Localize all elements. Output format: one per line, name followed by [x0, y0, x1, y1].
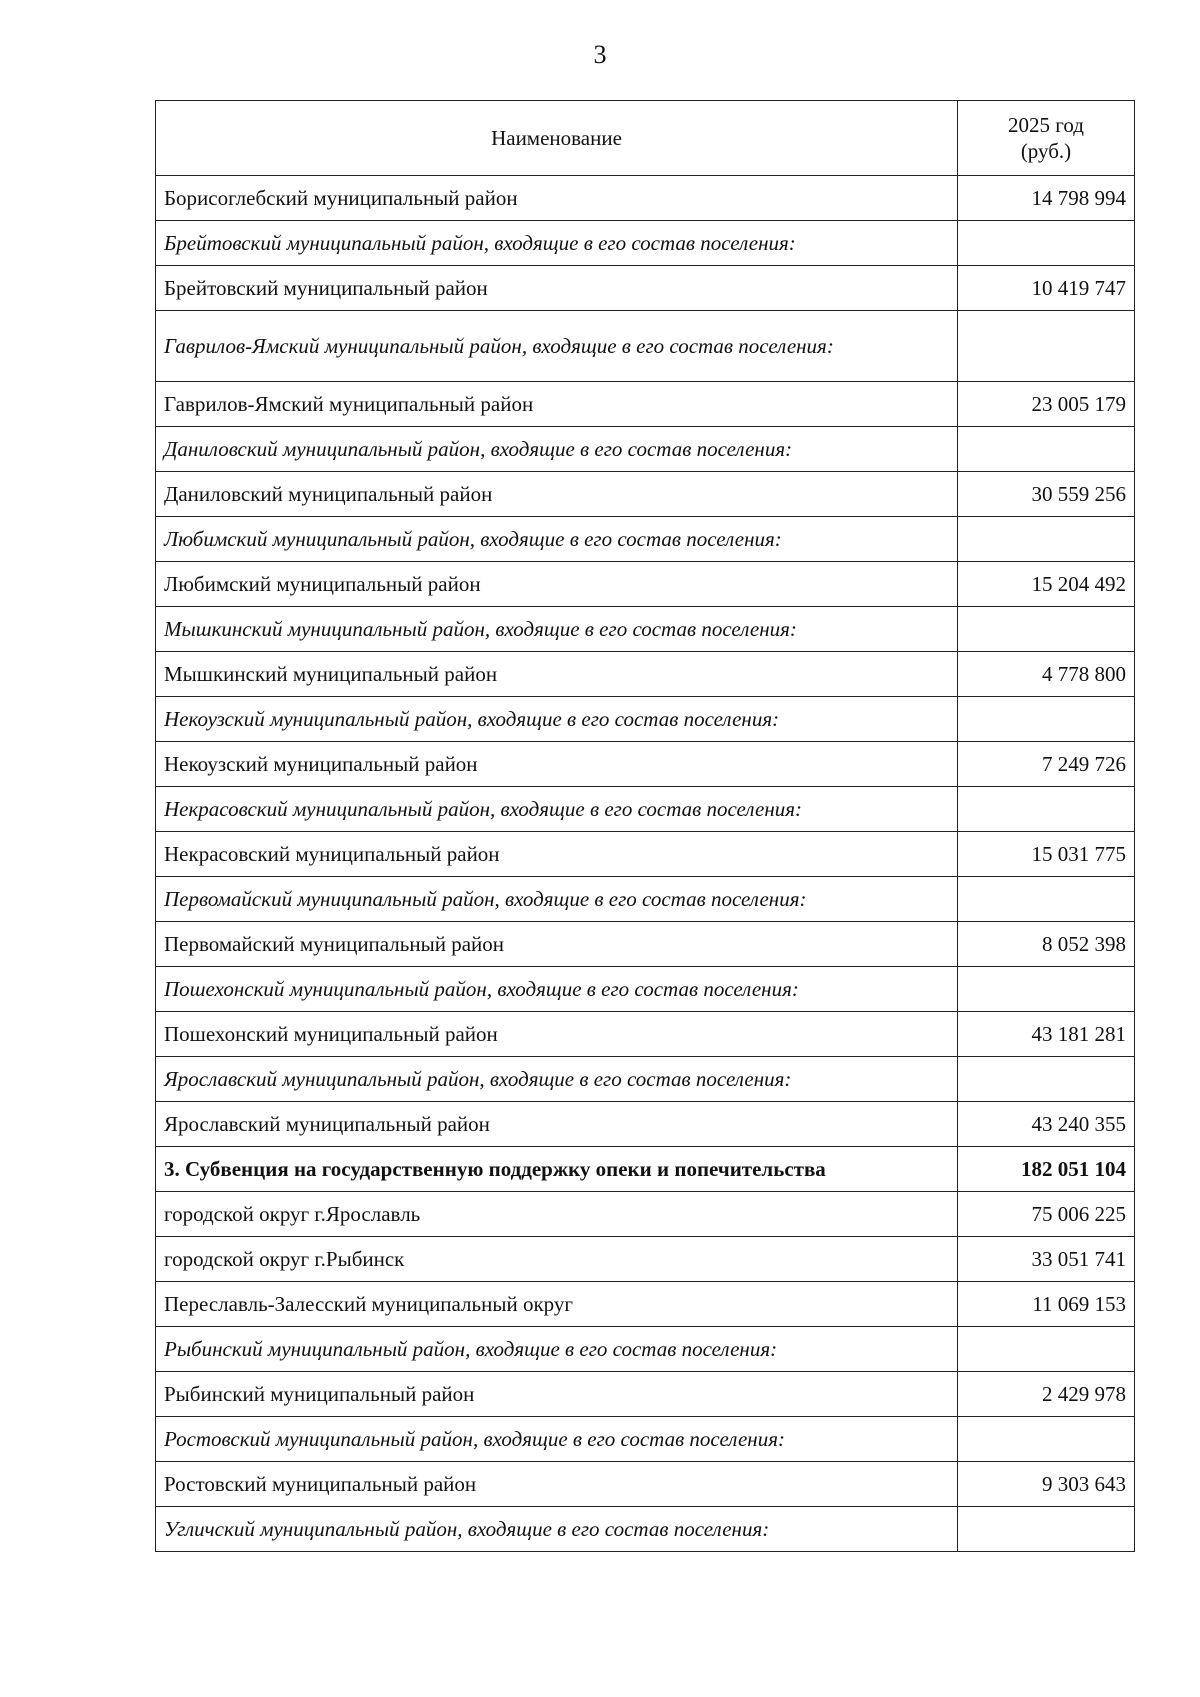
table-row: [156, 652, 1135, 697]
row-name: Ростовский муниципальный район, входящие в его состав поселения:: [156, 1417, 958, 1462]
row-name: Любимский муниципальный район: [156, 562, 958, 607]
row-amount: 30 559 256: [958, 472, 1135, 517]
row-name: Некрасовский муниципальный район: [156, 832, 958, 877]
row-name: Угличский муниципальный район, входящие в его состав поселения:: [156, 1507, 958, 1552]
table-row-group: [156, 877, 1135, 922]
column-header-amount-year: 2025 год: [1008, 113, 1084, 137]
table-row-group: [156, 221, 1135, 266]
row-amount: 7 249 726: [958, 742, 1135, 787]
row-name: Пошехонский муниципальный район: [156, 1012, 958, 1057]
row-name: Некрасовский муниципальный район, входящие в его состав поселения:: [156, 787, 958, 832]
column-header-name: Наименование: [156, 101, 958, 176]
table-row-total: [156, 1147, 1135, 1192]
row-amount: [958, 1327, 1135, 1372]
row-name: Гаврилов-Ямский муниципальный район: [156, 382, 958, 427]
row-name: Брейтовский муниципальный район: [156, 266, 958, 311]
table-row: [156, 382, 1135, 427]
table-row-group: [156, 607, 1135, 652]
table-row: [156, 1012, 1135, 1057]
row-amount: 9 303 643: [958, 1462, 1135, 1507]
row-name: Переславль-Залесский муниципальный округ: [156, 1282, 958, 1327]
table-row: [156, 922, 1135, 967]
row-name: городской округ г.Рыбинск: [156, 1237, 958, 1282]
row-amount: [958, 427, 1135, 472]
row-name: Даниловский муниципальный район, входящие в его состав поселения:: [156, 427, 958, 472]
table-row: [156, 176, 1135, 221]
table-row-group: [156, 787, 1135, 832]
row-amount: [958, 877, 1135, 922]
table-row-group: [156, 1327, 1135, 1372]
row-amount: 2 429 978: [958, 1372, 1135, 1417]
table-row: [156, 742, 1135, 787]
table-row: [156, 266, 1135, 311]
table-body: [156, 176, 1135, 1552]
page-number: 3: [593, 40, 607, 69]
row-name: Даниловский муниципальный район: [156, 472, 958, 517]
column-header-amount-unit: (руб.): [1020, 139, 1072, 163]
row-name: Брейтовский муниципальный район, входящие в его состав поселения:: [156, 221, 958, 266]
row-name: 3. Субвенция на государственную поддержку опеки и попечительства: [156, 1147, 958, 1192]
row-name: Гаврилов-Ямский муниципальный район, входящие в его состав поселения:: [156, 311, 958, 382]
table-row: [156, 1102, 1135, 1147]
row-name: Рыбинский муниципальный район: [156, 1372, 958, 1417]
row-name: Некоузский муниципальный район, входящие в его состав поселения:: [156, 697, 958, 742]
row-name: Мышкинский муниципальный район: [156, 652, 958, 697]
row-amount: 8 052 398: [958, 922, 1135, 967]
row-amount: [958, 967, 1135, 1012]
row-amount: 10 419 747: [958, 266, 1135, 311]
budget-table: [155, 100, 1135, 1552]
row-name: Первомайский муниципальный район: [156, 922, 958, 967]
table-row: [156, 1462, 1135, 1507]
row-amount: 182 051 104: [958, 1147, 1135, 1192]
row-amount: 14 798 994: [958, 176, 1135, 221]
row-amount: [958, 787, 1135, 832]
table-row-group: [156, 967, 1135, 1012]
row-name: Рыбинский муниципальный район, входящие в его состав поселения:: [156, 1327, 958, 1372]
table-row: [156, 1372, 1135, 1417]
row-amount: [958, 221, 1135, 266]
row-name: городской округ г.Ярославль: [156, 1192, 958, 1237]
row-amount: [958, 517, 1135, 562]
row-amount: [958, 1507, 1135, 1552]
table-row: [156, 472, 1135, 517]
table-header-row: [156, 101, 1135, 176]
table-row-group: [156, 697, 1135, 742]
row-amount: 43 240 355: [958, 1102, 1135, 1147]
row-amount: 43 181 281: [958, 1012, 1135, 1057]
row-name: Некоузский муниципальный район: [156, 742, 958, 787]
table-row-group: [156, 517, 1135, 562]
row-name: Ростовский муниципальный район: [156, 1462, 958, 1507]
row-name: Ярославский муниципальный район: [156, 1102, 958, 1147]
row-amount: [958, 607, 1135, 652]
table-row-group: [156, 1507, 1135, 1552]
row-amount: 15 031 775: [958, 832, 1135, 877]
table-row: [156, 832, 1135, 877]
column-header-amount: [958, 101, 1135, 176]
row-amount: [958, 311, 1135, 382]
row-amount: 33 051 741: [958, 1237, 1135, 1282]
row-amount: [958, 1057, 1135, 1102]
row-name: Пошехонский муниципальный район, входящие в его состав поселения:: [156, 967, 958, 1012]
table-row-group: [156, 427, 1135, 472]
row-amount: [958, 697, 1135, 742]
row-name: Ярославский муниципальный район, входящие в его состав поселения:: [156, 1057, 958, 1102]
table-row: [156, 1237, 1135, 1282]
table-row: [156, 1282, 1135, 1327]
row-name: Первомайский муниципальный район, входящие в его состав поселения:: [156, 877, 958, 922]
table-row: [156, 1192, 1135, 1237]
row-amount: 4 778 800: [958, 652, 1135, 697]
row-name: Мышкинский муниципальный район, входящие в его состав поселения:: [156, 607, 958, 652]
row-amount: 15 204 492: [958, 562, 1135, 607]
row-amount: 75 006 225: [958, 1192, 1135, 1237]
row-amount: 11 069 153: [958, 1282, 1135, 1327]
row-name: Борисоглебский муниципальный район: [156, 176, 958, 221]
table-row: [156, 562, 1135, 607]
row-amount: [958, 1417, 1135, 1462]
row-name: Любимский муниципальный район, входящие в его состав поселения:: [156, 517, 958, 562]
table-row-group: [156, 1057, 1135, 1102]
table-row-group: [156, 1417, 1135, 1462]
table-row-group: [156, 311, 1135, 382]
row-amount: 23 005 179: [958, 382, 1135, 427]
